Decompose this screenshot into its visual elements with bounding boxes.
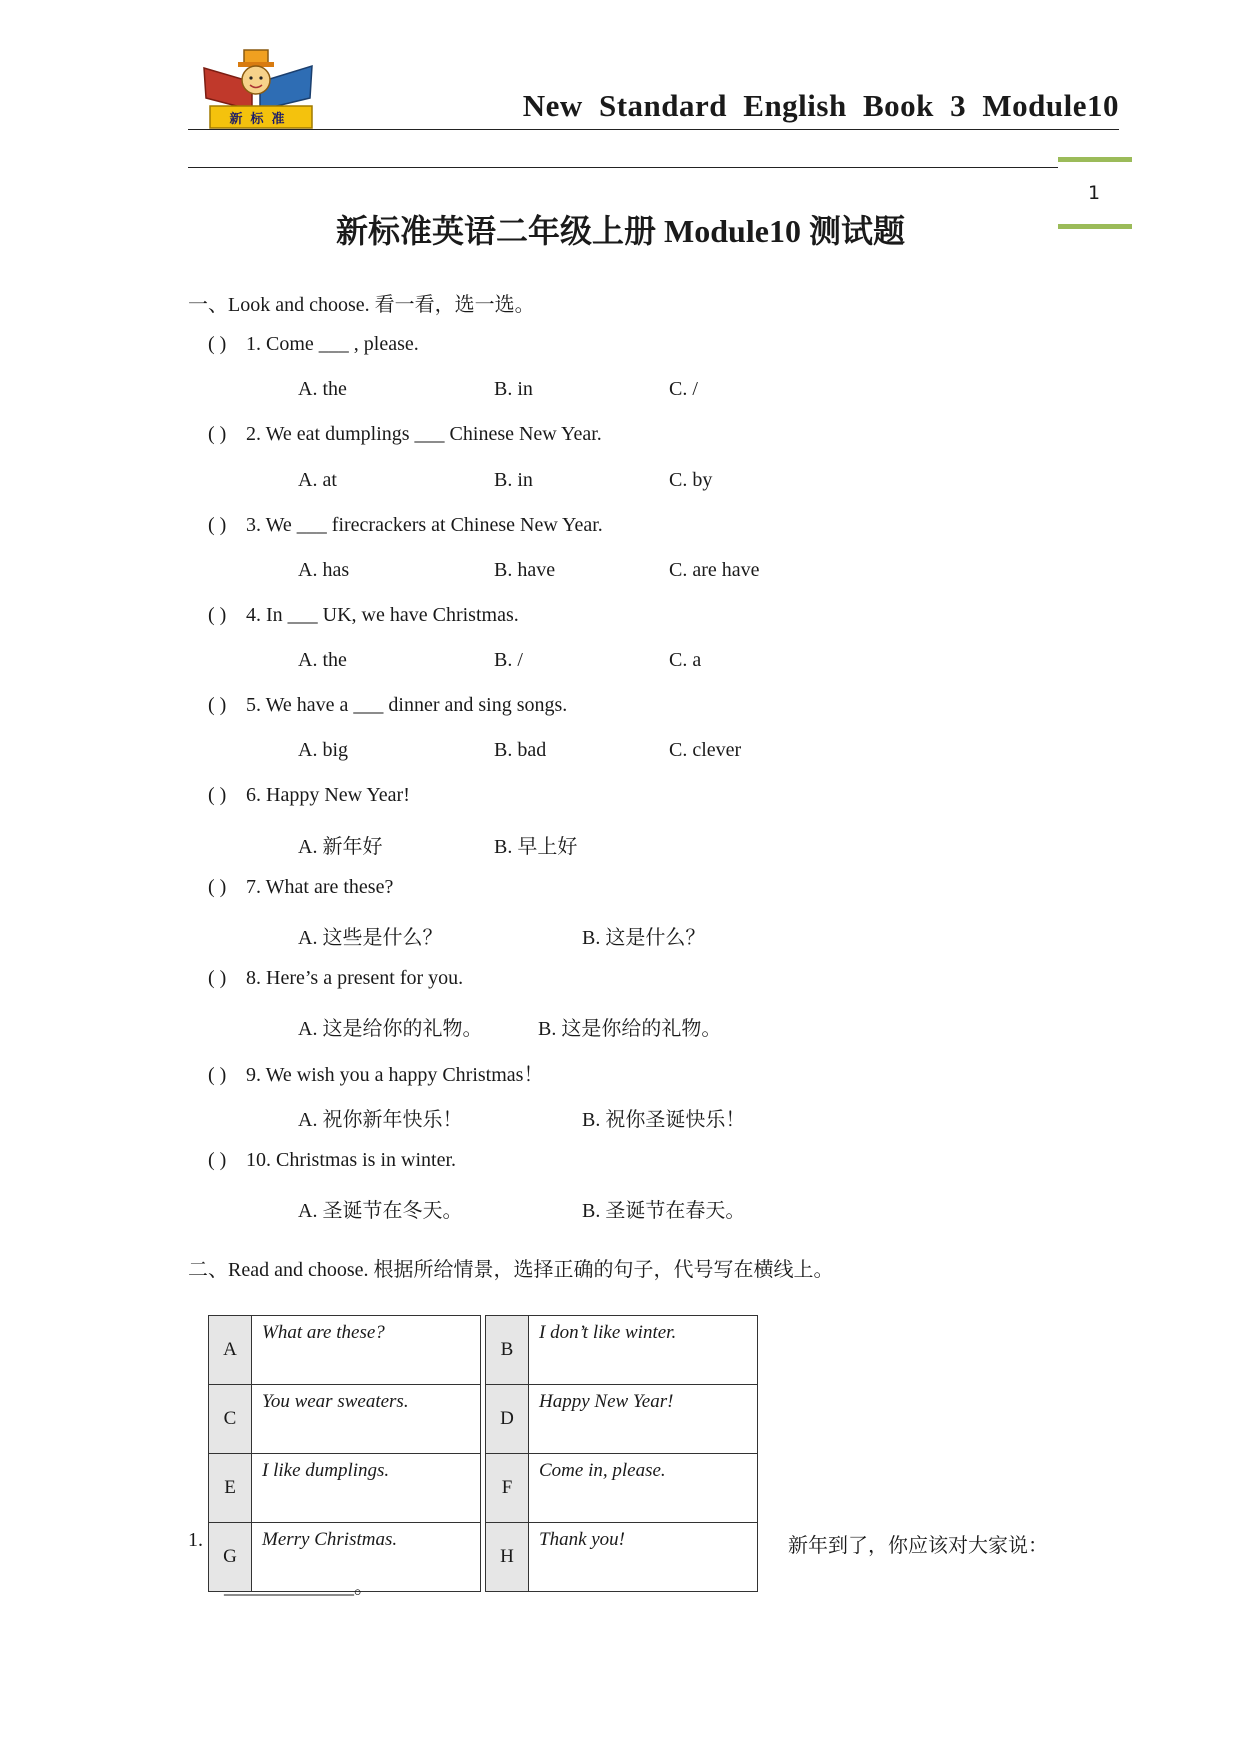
option-b: B. in: [494, 469, 533, 491]
answer-bracket: ( ): [208, 876, 227, 898]
choice-sentence: Happy New Year!: [529, 1385, 758, 1454]
question-stem: 3. We ___ firecrackers at Chinese New Year.: [246, 514, 603, 536]
option-c: C. a: [669, 649, 702, 671]
question-stem: 8. Here’s a present for you.: [246, 967, 464, 989]
choice-letter: G: [209, 1523, 252, 1592]
header-title: New Standard English Book 3 Module10: [522, 88, 1119, 123]
choice-sentence: Thank you!: [529, 1523, 758, 1592]
choice-sentence: What are these?: [252, 1316, 481, 1385]
table-row: [209, 1454, 481, 1523]
table-row: [209, 1316, 481, 1385]
logo-text: 新标准: [229, 112, 293, 127]
option-b: B. 这是你给的礼物。: [538, 1018, 722, 1040]
choice-sentence: I like dumplings.: [252, 1454, 481, 1523]
option-c: C. by: [669, 469, 713, 491]
question-8: [208, 967, 463, 990]
table-row: [486, 1523, 758, 1592]
section2-question-prompt: 新年到了，你应该对大家说：: [788, 1535, 1048, 1557]
choice-sentence: Come in, please.: [529, 1454, 758, 1523]
choice-sentence: Merry Christmas.: [252, 1523, 481, 1592]
header-rule: [188, 129, 1119, 130]
question-stem: 9. We wish you a happy Christmas！: [246, 1064, 544, 1086]
answer-bracket: ( ): [208, 1064, 227, 1086]
option-c: C. clever: [669, 739, 742, 761]
section2-question-number: 1.: [188, 1529, 203, 1551]
table-row: [486, 1385, 758, 1454]
option-a: A. at: [298, 469, 337, 491]
table-row: [486, 1316, 758, 1385]
question-stem: 7. What are these?: [246, 876, 394, 898]
answer-bracket: ( ): [208, 694, 227, 716]
publisher-logo: [200, 48, 320, 130]
answer-blank[interactable]: _____________。: [224, 1576, 374, 1598]
header-rule-secondary: [188, 167, 1058, 168]
option-b: B. /: [494, 649, 523, 671]
section1-heading: 一、Look and choose. 看一看，选一选。: [188, 294, 535, 316]
choice-letter: B: [486, 1316, 529, 1385]
option-c: C. /: [669, 378, 698, 400]
table-row: [486, 1454, 758, 1523]
question-1: [208, 333, 419, 356]
option-a: A. big: [298, 739, 348, 761]
option-a: A. the: [298, 649, 347, 671]
answer-bracket: ( ): [208, 1149, 227, 1171]
page-number: 1: [1088, 182, 1101, 204]
question-6: [208, 784, 410, 807]
option-c: C. are have: [669, 559, 760, 581]
question-stem: 5. We have a ___ dinner and sing songs.: [246, 694, 568, 716]
question-4: [208, 604, 519, 627]
choice-letter: A: [209, 1316, 252, 1385]
answer-bracket: ( ): [208, 514, 227, 536]
choice-table-left: [208, 1315, 481, 1592]
question-5: [208, 694, 567, 717]
option-b: B. in: [494, 378, 533, 400]
question-10: [208, 1149, 456, 1172]
option-a: A. 祝你新年快乐！: [298, 1109, 463, 1131]
option-b: B. 早上好: [494, 836, 578, 858]
section2-heading: 二、Read and choose. 根据所给情景，选择正确的句子，代号写在横线上。: [188, 1259, 834, 1281]
option-b: B. have: [494, 559, 556, 581]
page-number-bar-top: [1058, 157, 1132, 162]
question-2: [208, 423, 602, 446]
answer-bracket: ( ): [208, 967, 227, 989]
question-3: [208, 514, 603, 537]
choice-letter: E: [209, 1454, 252, 1523]
option-b: B. 这是什么？: [582, 927, 706, 949]
option-a: A. 这是给你的礼物。: [298, 1018, 483, 1040]
choice-letter: D: [486, 1385, 529, 1454]
question-7: [208, 876, 393, 899]
choice-letter: C: [209, 1385, 252, 1454]
choice-letter: F: [486, 1454, 529, 1523]
question-9: [208, 1058, 543, 1087]
option-a: A. has: [298, 559, 350, 581]
question-stem: 10. Christmas is in winter.: [246, 1149, 456, 1171]
option-a: A. 这些是什么？: [298, 927, 443, 949]
question-stem: 2. We eat dumplings ___ Chinese New Year.: [246, 423, 602, 445]
table-row: [209, 1385, 481, 1454]
choice-sentence: I don’t like winter.: [529, 1316, 758, 1385]
answer-bracket: ( ): [208, 333, 227, 355]
answer-bracket: ( ): [208, 604, 227, 626]
option-b: B. 祝你圣诞快乐！: [582, 1109, 746, 1131]
question-stem: 4. In ___ UK, we have Christmas.: [246, 604, 519, 626]
option-b: B. bad: [494, 739, 547, 761]
choice-table-right: [485, 1315, 758, 1592]
document-title: 新标准英语二年级上册 Module10 测试题: [336, 213, 905, 249]
option-a: A. the: [298, 378, 347, 400]
choice-letter: H: [486, 1523, 529, 1592]
question-stem: 6. Happy New Year!: [246, 784, 410, 806]
option-b: B. 圣诞节在春天。: [582, 1200, 746, 1222]
option-a: A. 新年好: [298, 836, 383, 858]
question-stem: 1. Come ___ , please.: [246, 333, 419, 355]
answer-bracket: ( ): [208, 784, 227, 806]
choice-sentence: You wear sweaters.: [252, 1385, 481, 1454]
option-a: A. 圣诞节在冬天。: [298, 1200, 463, 1222]
answer-bracket: ( ): [208, 423, 227, 445]
